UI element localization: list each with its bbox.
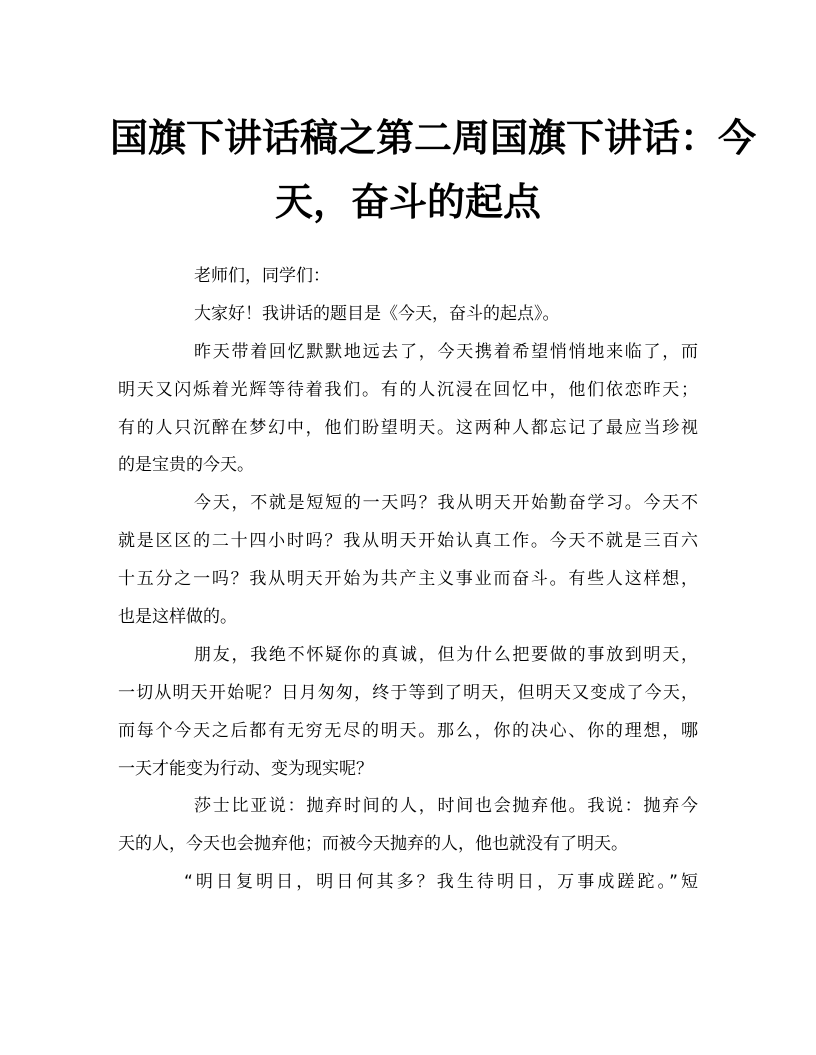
paragraph-line: 今天，不就是短短的一天吗？我从明天开始勤奋学习。今天不 bbox=[194, 493, 698, 514]
title-line: 天，奋斗的起点 bbox=[274, 179, 541, 224]
paragraph-line: 莎士比亚说：抛弃时间的人，时间也会抛弃他。我说：抛弃今 bbox=[194, 796, 698, 817]
paragraph-line: 一切从明天开始呢？日月匆匆，终于等到了明天，但明天又变成了今天， bbox=[118, 682, 698, 703]
title-line: 国旗下讲话稿之第二周国旗下讲话：今 bbox=[110, 115, 757, 160]
paragraph-line: 也是这样做的。 bbox=[118, 607, 237, 628]
document-body bbox=[118, 258, 698, 902]
paragraph-line: 明天又闪烁着光辉等待着我们。有的人沉浸在回忆中，他们依恋昨天； bbox=[118, 379, 698, 400]
paragraph-line: “明日复明日，明日何其多？我生待明日，万事成蹉跎。”短 bbox=[184, 872, 698, 893]
paragraph-line: 就是区区的二十四小时吗？我从明天开始认真工作。今天不就是三百六 bbox=[118, 531, 698, 552]
paragraph-line: 大家好！我讲话的题目是《今天，奋斗的起点》。 bbox=[194, 303, 560, 324]
paragraph-line: 朋友，我绝不怀疑你的真诚，但为什么把要做的事放到明天， bbox=[194, 644, 698, 665]
paragraph-line: 天的人，今天也会抛弃他；而被今天抛弃的人，他也就没有了明天。 bbox=[118, 834, 628, 855]
document-title bbox=[110, 106, 757, 234]
paragraph-line: 的是宝贵的今天。 bbox=[118, 455, 254, 476]
paragraph-line: 昨天带着回忆默默地远去了，今天携着希望悄悄地来临了，而 bbox=[194, 341, 698, 362]
paragraph-line: 有的人只沉醉在梦幻中，他们盼望明天。这两种人都忘记了最应当珍视 bbox=[118, 417, 698, 438]
paragraph-line: 而每个今天之后都有无穷无尽的明天。那么，你的决心、你的理想，哪 bbox=[118, 720, 698, 741]
paragraph-line: 十五分之一吗？我从明天开始为共产主义事业而奋斗。有些人这样想， bbox=[118, 569, 698, 590]
paragraph-line: 老师们，同学们： bbox=[194, 266, 330, 286]
paragraph-line: 一天才能变为行动、变为现实呢？ bbox=[118, 758, 373, 779]
